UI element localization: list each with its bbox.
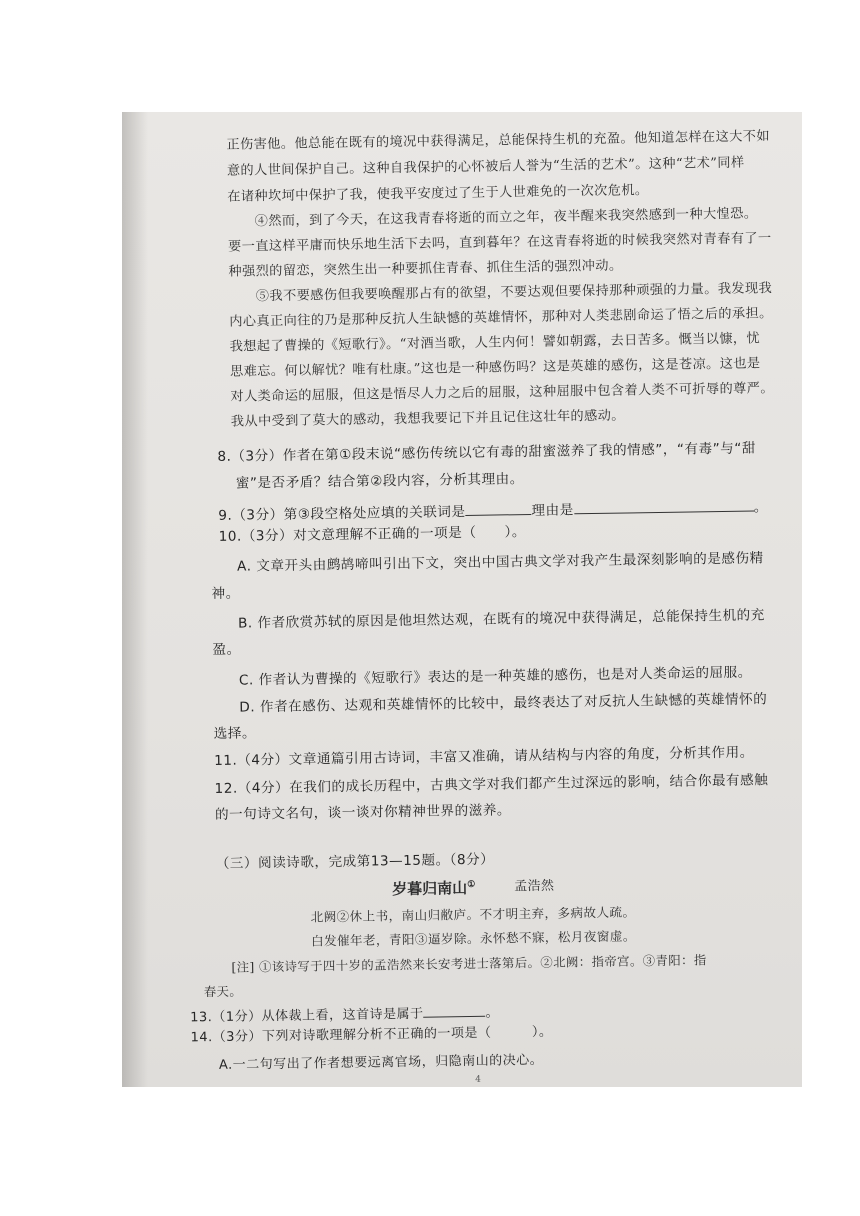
section-heading: （三）阅读诗歌，完成第13—15题。（8分） (215, 851, 495, 872)
poem-title (392, 877, 475, 899)
question-9-reason-label: 理由是 (531, 502, 574, 519)
poem-title-text: 岁暮归南山 (392, 879, 468, 899)
passage-line: 我想起了曹操的《短歌行》。“对酒当歌，人生内何！譬如朝露，去日苦多。慨当以慷，忧 (229, 331, 761, 355)
question-14: 14.（3分）下列对诗歌理解分析不正确的一项是（ ）。 (190, 1024, 553, 1046)
option-10-D-line2: 选择。 (213, 725, 257, 742)
question-12-line1: 12.（4分）在我们的成长历程中，古典文学对我们都产生过深远的影响，结合你最有感触 (214, 772, 769, 797)
option-10-A-line2: 神。 (211, 585, 240, 602)
answer-blank[interactable] (423, 1002, 485, 1018)
question-9 (218, 496, 768, 526)
page-number: 4 (475, 1074, 482, 1085)
option-10-A-line1: A. 文章开头由鹧鸪啼叫引出下文，突出中国古典文学对我产生最深刻影响的是感伤精 (236, 550, 764, 575)
option-10-B-line1: B. 作者欣赏苏轼的原因是他坦然达观，在既有的境况中获得满足，总能保持生机的充 (237, 607, 765, 632)
option-10-C: C. 作者认为曹操的《短歌行》表达的是一种英雄的感伤，也是对人类命运的屈服。 (238, 664, 752, 689)
passage-line: 对人类命运的屈服，但这是悟尽人力之后的屈服，这种屈服中包含着人类不可折辱的尊严。 (230, 381, 775, 405)
passage-line: ⑤我不要感伤但我要唤醒那占有的欲望，不要达观但要保持那种顽强的力量。我发现我 (255, 281, 773, 305)
poem-line: 北阙②休上书，南山归敝庐。不才明主弃，多病故人疏。 (310, 904, 636, 925)
question-13-text: 13.（1分）从体裁上看，这首诗是属于 (190, 1006, 424, 1026)
question-11: 11.（4分）文章通篇引用古诗词，丰富又准确，请从结构与内容的角度，分析其作用。 (214, 744, 754, 769)
answer-blank[interactable] (574, 496, 754, 514)
poem-note-line2: 春天。 (203, 983, 243, 1000)
question-9-end: 。 (753, 499, 768, 516)
scanned-photo (122, 112, 802, 1087)
question-8-line2: 蜜”是否矛盾？结合第②段内容，分析其理由。 (235, 471, 524, 492)
question-10: 10.（3分）对文意理解不正确的一项是（ ）。 (218, 524, 527, 545)
poem-note-line1: [注] ①该诗写于四十岁的孟浩然来长安考进士落第后。②北阙：指帝宫。③青阳：指 (231, 952, 707, 975)
passage-line: 内心真正向往的乃是那种反抗人生缺憾的英雄情怀，那种对人类悲剧命运了悟之后的承担。 (229, 306, 773, 330)
poem-line: 白发催年老，青阳③逼岁除。永怀愁不寐，松月夜窗虚。 (310, 928, 636, 949)
poem-author: 孟浩然 (514, 878, 555, 895)
passage-line: 种强烈的留恋，突然生出一种要抓住青春、抓住生活的强烈冲动。 (228, 258, 623, 280)
question-9-text: 9.（3分）第③段空格处应填的关联词是 (218, 503, 466, 524)
passage-line: ④然而，到了今天，在这我青春将逝的而立之年，夜半醒来我突然感到一种大惶恐。 (254, 206, 758, 230)
answer-blank[interactable] (465, 500, 531, 516)
exam-page (132, 112, 802, 1087)
option-10-B-line2: 盈。 (212, 641, 241, 658)
option-14-A: A.一二句写出了作者想要远离官场，归隐南山的决心。 (218, 1052, 544, 1073)
passage-line: 思难忘。何以解忧？唯有杜康。”这也是一种感伤吗？这是英雄的感伤，这是苍凉。这也是 (229, 356, 761, 380)
passage-line: 意的人世间保护自己。这种自我保护的心怀被后人誉为“生活的艺术”。这种“艺术”同样 (226, 155, 745, 179)
passage-line: 要一直这样平庸而快乐地生活下去吗，直到暮年？在这青春将逝的时候我突然对青春有了一 (227, 231, 772, 255)
question-13-end: 。 (485, 1005, 500, 1021)
passage-line: 我从中受到了莫大的感动，我想我要记下并且记住这壮年的感动。 (230, 408, 625, 430)
passage-line: 在诸种坎坷中保护了我，使我平安度过了生于人世难免的一次次危机。 (227, 183, 649, 205)
passage-line: 正伤害他。他总能在既有的境况中获得满足，总能保持生机的充盈。他知道怎样在这大不如 (226, 129, 771, 153)
poem-title-note: ① (467, 879, 476, 891)
option-10-D-line1: D. 作者在感伤、达观和英雄情怀的比较中，最终表达了对反抗人生缺憾的英雄情怀的 (239, 691, 768, 716)
question-12-line2: 的一句诗文名句，谈一谈对你精神世界的滋养。 (214, 802, 512, 823)
question-8-line1: 8.（3分）作者在第①段末说“感伤传统以它有毒的甜蜜滋养了我的情感”，“有毒”与“甜 (217, 440, 757, 465)
